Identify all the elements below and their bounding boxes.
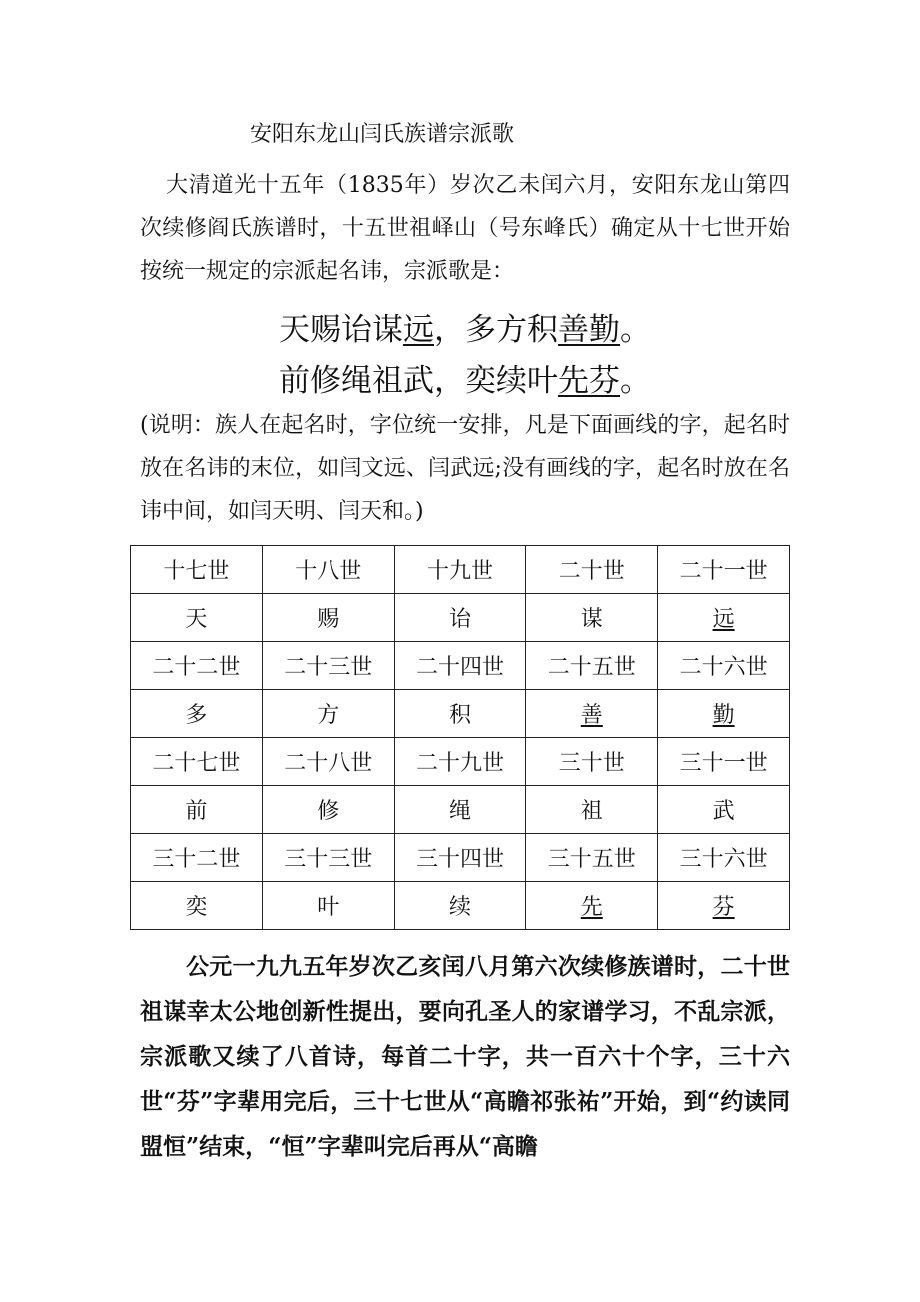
generation-label: 三十四世	[415, 847, 504, 872]
generation-character: 叶	[317, 895, 340, 920]
generation-character: 多	[185, 703, 208, 728]
generation-character: 武	[712, 799, 735, 824]
poem-character: ，	[434, 312, 465, 348]
generation-label: 二十五世	[547, 655, 636, 680]
intro-paragraph	[140, 164, 790, 293]
table-cell	[394, 738, 526, 786]
poem-character: 修	[310, 363, 341, 399]
table-cell	[526, 690, 658, 738]
table-cell	[131, 738, 263, 786]
poem-character: 方	[496, 312, 527, 348]
table-cell	[131, 642, 263, 690]
generation-character: 续	[448, 895, 471, 920]
generation-character: 赐	[317, 607, 340, 632]
table-cell	[658, 786, 790, 834]
table-cell	[262, 834, 394, 882]
table-cell	[131, 546, 263, 594]
table-cell	[526, 882, 658, 930]
poem-character: 武	[403, 363, 434, 399]
poem-character: 远	[403, 312, 434, 348]
table-cell	[131, 834, 263, 882]
generation-character: 修	[317, 799, 340, 824]
table-cell	[526, 738, 658, 786]
table-cell	[526, 834, 658, 882]
generation-character-row	[131, 882, 790, 930]
generation-character: 勤	[712, 703, 735, 728]
poem-line-1	[140, 305, 790, 356]
closing-paragraph	[140, 944, 790, 1169]
generation-character: 积	[448, 703, 471, 728]
table-cell	[262, 738, 394, 786]
table-cell	[394, 690, 526, 738]
poem-character: 多	[465, 312, 496, 348]
generation-label: 二十四世	[415, 655, 504, 680]
poem-character: ，	[434, 363, 465, 399]
generation-label: 二十一世	[679, 559, 768, 584]
generation-character: 先	[580, 895, 603, 920]
generation-label: 三十六世	[679, 847, 768, 872]
generation-table	[130, 545, 790, 930]
poem-line-2	[140, 356, 790, 407]
generation-character: 绳	[448, 799, 471, 824]
table-cell	[658, 642, 790, 690]
table-cell	[394, 882, 526, 930]
generation-label: 二十世	[558, 559, 625, 584]
table-cell	[262, 546, 394, 594]
generation-character: 祖	[580, 799, 603, 824]
poem-character: 叶	[527, 363, 558, 399]
document-title: 安阳东龙山闫氏族谱宗派歌	[250, 122, 515, 147]
explanation-note: (说明：族人在起名时，字位统一安排，凡是下面画线的字，起名时放在名讳的末位，如闫文远、闫武远;没有画线的字，起名时放在名讳中间，如闫天明、闫天和。)	[140, 413, 790, 524]
poem-character: 积	[527, 312, 558, 348]
table-cell	[131, 690, 263, 738]
table-cell	[131, 594, 263, 642]
poem-character: 芬	[589, 363, 620, 399]
poem-character: 赐	[310, 312, 341, 348]
poem-character: 谋	[372, 312, 403, 348]
generation-character: 诒	[448, 607, 471, 632]
table-cell	[262, 594, 394, 642]
poem-character: 祖	[372, 363, 403, 399]
table-cell	[526, 786, 658, 834]
table-cell	[526, 594, 658, 642]
generation-character: 谋	[580, 607, 603, 632]
generation-label: 十八世	[295, 559, 362, 584]
table-cell	[658, 834, 790, 882]
table-cell	[658, 882, 790, 930]
poem-character: 续	[496, 363, 527, 399]
generation-header-row	[131, 738, 790, 786]
generation-character: 远	[712, 607, 735, 632]
generation-label: 十七世	[163, 559, 230, 584]
generation-header-row	[131, 642, 790, 690]
poem-character: 。	[620, 363, 651, 399]
generation-label: 二十二世	[152, 655, 241, 680]
generation-character: 天	[185, 607, 208, 632]
generation-label: 二十七世	[152, 751, 241, 776]
generation-label: 二十九世	[415, 751, 504, 776]
generation-label: 三十一世	[679, 751, 768, 776]
generation-label: 二十三世	[284, 655, 373, 680]
generation-character: 前	[185, 799, 208, 824]
poem-character: 绳	[341, 363, 372, 399]
generation-character: 善	[580, 703, 603, 728]
generation-header-row	[131, 546, 790, 594]
poem-character: 诒	[341, 312, 372, 348]
table-cell	[262, 882, 394, 930]
table-cell	[394, 546, 526, 594]
poem-character: 善	[558, 312, 589, 348]
intro-text: 大清道光十五年（1835年）岁次乙未闰六月，安阳东龙山第四次续修阎氏族谱时，十五世祖峄山（号东峰氏）确定从十七世开始按统一规定的宗派起名讳，宗派歌是：	[140, 173, 790, 284]
poem-character: 前	[279, 363, 310, 399]
generation-label: 三十二世	[152, 847, 241, 872]
poem-character: 。	[620, 312, 651, 348]
poem-character: 天	[279, 312, 310, 348]
table-cell	[394, 642, 526, 690]
generation-label: 十九世	[426, 559, 493, 584]
table-cell	[526, 546, 658, 594]
table-cell	[658, 690, 790, 738]
lineage-poem	[140, 305, 790, 407]
generation-label: 三十三世	[284, 847, 373, 872]
generation-character-row	[131, 594, 790, 642]
generation-character: 奕	[185, 895, 208, 920]
generation-character-row	[131, 786, 790, 834]
table-cell	[131, 882, 263, 930]
table-cell	[658, 594, 790, 642]
generation-label: 二十六世	[679, 655, 768, 680]
generation-character: 方	[317, 703, 340, 728]
table-cell	[394, 594, 526, 642]
table-cell	[394, 786, 526, 834]
generation-header-row	[131, 834, 790, 882]
generation-label: 三十五世	[547, 847, 636, 872]
poem-character: 勤	[589, 312, 620, 348]
table-cell	[262, 642, 394, 690]
poem-character: 奕	[465, 363, 496, 399]
table-cell	[131, 786, 263, 834]
table-cell	[658, 738, 790, 786]
table-cell	[526, 642, 658, 690]
generation-label: 三十世	[558, 751, 625, 776]
table-cell	[658, 546, 790, 594]
generation-character: 芬	[712, 895, 735, 920]
poem-character: 先	[558, 363, 589, 399]
table-cell	[262, 690, 394, 738]
generation-character-row	[131, 690, 790, 738]
closing-text: 公元一九九五年岁次乙亥闰八月第六次续修族谱时，二十世祖谋幸太公地创新性提出，要向孔圣人的家谱学习，不乱宗派，宗派歌又续了八首诗，每首二十字，共一百六十个字，三十六世“芬”字辈用完后，三十七世从“高瞻祁张祐”开始，到“约读同盟恒”结束，“恒”字辈叫完后再从“高瞻	[140, 953, 790, 1160]
table-cell	[394, 834, 526, 882]
generation-label: 二十八世	[284, 751, 373, 776]
table-cell	[262, 786, 394, 834]
